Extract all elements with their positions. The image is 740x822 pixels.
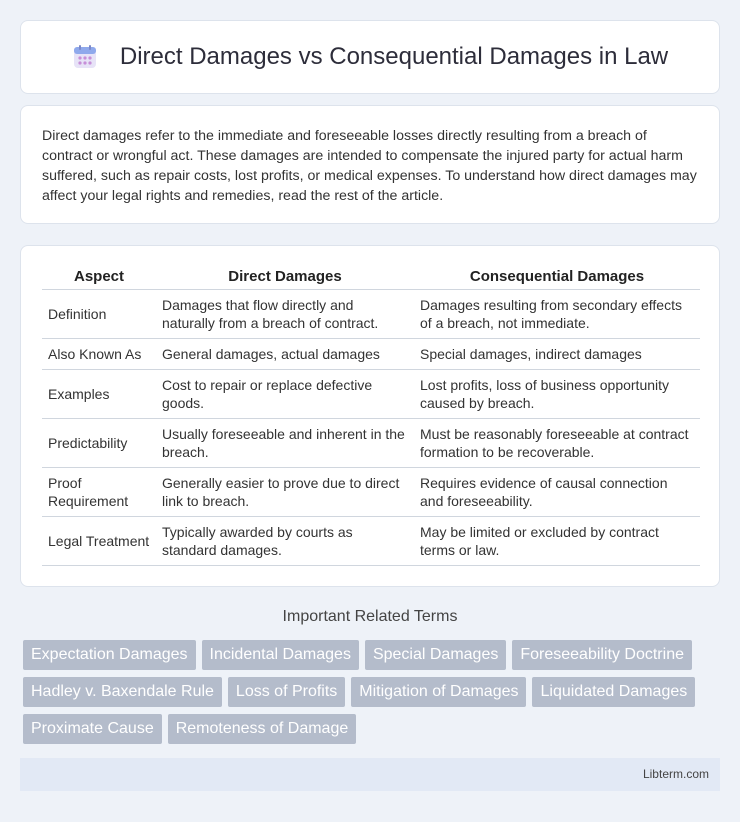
related-term-tag[interactable]: Remoteness of Damage (168, 714, 357, 744)
table-row (42, 517, 700, 566)
table-row (42, 468, 700, 517)
related-term-tag[interactable]: Proximate Cause (23, 714, 162, 744)
intro-text: Direct damages refer to the immediate and foreseeable losses directly resulting from a breach of contract or wrongful act. These damages are intended to compensate the injured party for actual harm suffered, such as repair costs, lost profits, or medical expenses. To understand how direct damages may affect your legal rights and remedies, read the rest of the article. (42, 128, 697, 204)
table-row (42, 419, 700, 468)
related-term-tag[interactable]: Expectation Damages (23, 640, 196, 670)
consequential-cell: Must be reasonably foreseeable at contract formation to be recoverable. (414, 419, 700, 468)
aspect-cell: Also Known As (42, 339, 156, 370)
direct-cell: Usually foreseeable and inherent in the breach. (156, 419, 414, 468)
related-term-tag[interactable]: Loss of Profits (228, 677, 345, 707)
related-term-tag[interactable]: Liquidated Damages (532, 677, 695, 707)
related-terms-title: Important Related Terms (282, 608, 458, 625)
direct-cell: Damages that flow directly and naturally from a breach of contract. (156, 290, 414, 339)
related-term-tag[interactable]: Hadley v. Baxendale Rule (23, 677, 222, 707)
header-card (20, 20, 720, 94)
aspect-cell: Predictability (42, 419, 156, 468)
direct-cell: General damages, actual damages (156, 339, 414, 370)
footer-site-link[interactable]: Libterm.com (642, 767, 709, 781)
comparison-table-card (20, 245, 720, 587)
aspect-cell: Examples (42, 370, 156, 419)
related-term-tag[interactable]: Foreseeability Doctrine (512, 640, 692, 670)
calendar-grid-icon (72, 44, 98, 70)
aspect-cell: Proof Requirement (42, 468, 156, 517)
table-row (42, 370, 700, 419)
table-header-row (42, 262, 700, 290)
consequential-cell: Requires evidence of causal connection and foreseeability. (414, 468, 700, 517)
consequential-cell: Special damages, indirect damages (414, 339, 700, 370)
consequential-cell: May be limited or excluded by contract terms or law. (414, 517, 700, 566)
aspect-cell: Definition (42, 290, 156, 339)
direct-cell: Cost to repair or replace defective goods. (156, 370, 414, 419)
related-term-tag[interactable]: Incidental Damages (202, 640, 359, 670)
related-term-tag[interactable]: Mitigation of Damages (351, 677, 526, 707)
related-term-tag[interactable]: Special Damages (365, 640, 506, 670)
intro-card (20, 105, 720, 224)
related-terms-list (23, 640, 723, 744)
table-row (42, 339, 700, 370)
column-header-direct: Direct Damages (156, 262, 414, 290)
consequential-cell: Damages resulting from secondary effects of a breach, not immediate. (414, 290, 700, 339)
consequential-cell: Lost profits, loss of business opportunity caused by breach. (414, 370, 700, 419)
comparison-table (42, 262, 700, 566)
aspect-cell: Legal Treatment (42, 517, 156, 566)
column-header-consequential: Consequential Damages (414, 262, 700, 290)
footer (20, 758, 720, 791)
column-header-aspect: Aspect (42, 262, 156, 290)
direct-cell: Typically awarded by courts as standard damages. (156, 517, 414, 566)
page-title: Direct Damages vs Consequential Damages in Law (119, 43, 669, 70)
table-row (42, 290, 700, 339)
direct-cell: Generally easier to prove due to direct link to breach. (156, 468, 414, 517)
